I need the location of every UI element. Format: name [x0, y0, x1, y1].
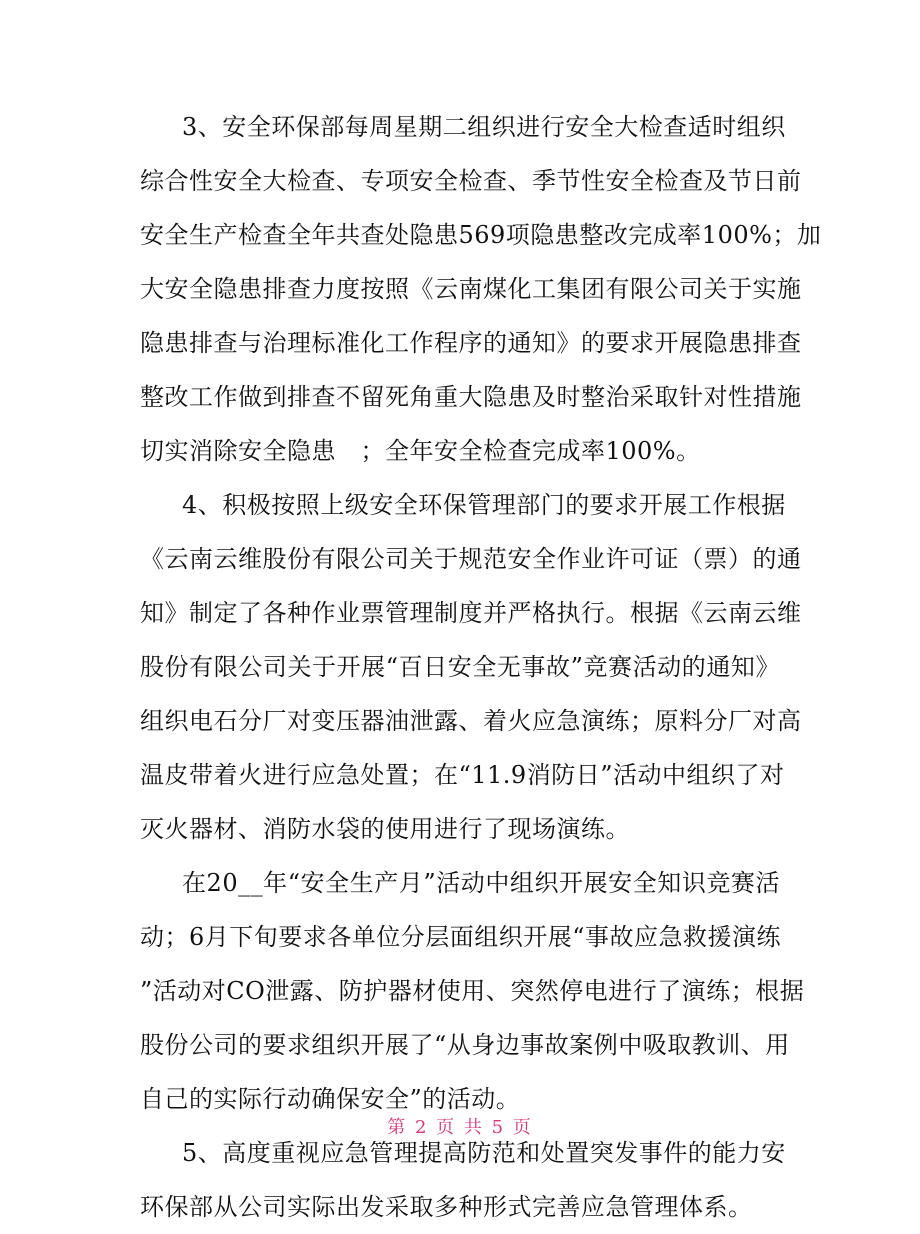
paragraph-line: 5、高度重视应急管理提高防范和处置突发事件的能力安: [182, 1139, 786, 1167]
paragraph-line: ”活动对CO泄露、防护器材使用、突然停电进行了演练；根据: [140, 977, 805, 1005]
paragraph-line: 整改工作做到排查不留死角重大隐患及时整治采取针对性措施: [140, 383, 802, 411]
paragraph-line: 温皮带着火进行应急处置；在“11.9消防日”活动中组织了对: [140, 761, 785, 789]
paragraph-line: 在20__年“安全生产月”活动中组织开展安全知识竞赛活: [182, 869, 780, 897]
paragraph-line: 3、安全环保部每周星期二组织进行安全大检查适时组织: [182, 113, 786, 141]
paragraph-line: 组织电石分厂对变压器油泄露、着火应急演练；原料分厂对高: [140, 707, 802, 735]
paragraph-line: 股份有限公司关于开展“百日安全无事故”竞赛活动的通知》: [140, 653, 780, 681]
paragraph-line: 大安全隐患排查力度按照《云南煤化工集团有限公司关于实施: [140, 275, 802, 303]
paragraph-line: 4、积极按照上级安全环保管理部门的要求开展工作根据: [182, 491, 786, 519]
paragraph-line: 知》制定了各种作业票管理制度并严格执行。根据《云南云维: [140, 599, 802, 627]
paragraph-line: 安全生产检查全年共查处隐患569项隐患整改完成率100%；加: [140, 221, 822, 249]
paragraph-line: 切实消除安全隐患 ；全年安全检查完成率100%。: [140, 437, 701, 465]
paragraph-line: 灭火器材、消防水袋的使用进行了现场演练。: [140, 815, 630, 843]
document-body: [140, 100, 822, 1234]
paragraph-line: 动；6月下旬要求各单位分层面组织开展“事故应急救援演练: [140, 923, 782, 951]
page-number-footer: 第 2 页 共 5 页: [387, 1117, 533, 1138]
paragraph-line: 隐患排查与治理标准化工作程序的通知》的要求开展隐患排查: [140, 329, 802, 357]
paragraph-line: 股份公司的要求组织开展了“从身边事故案例中吸取教训、用: [140, 1031, 790, 1059]
paragraph-line: 《云南云维股份有限公司关于规范安全作业许可证（票）的通: [140, 545, 802, 573]
paragraph-line: 综合性安全大检查、专项安全检查、季节性安全检查及节日前: [140, 167, 802, 195]
paragraph-line: 环保部从公司实际出发采取多种形式完善应急管理体系。: [140, 1193, 753, 1221]
paragraph-line: 自己的实际行动确保安全”的活动。: [140, 1085, 521, 1113]
